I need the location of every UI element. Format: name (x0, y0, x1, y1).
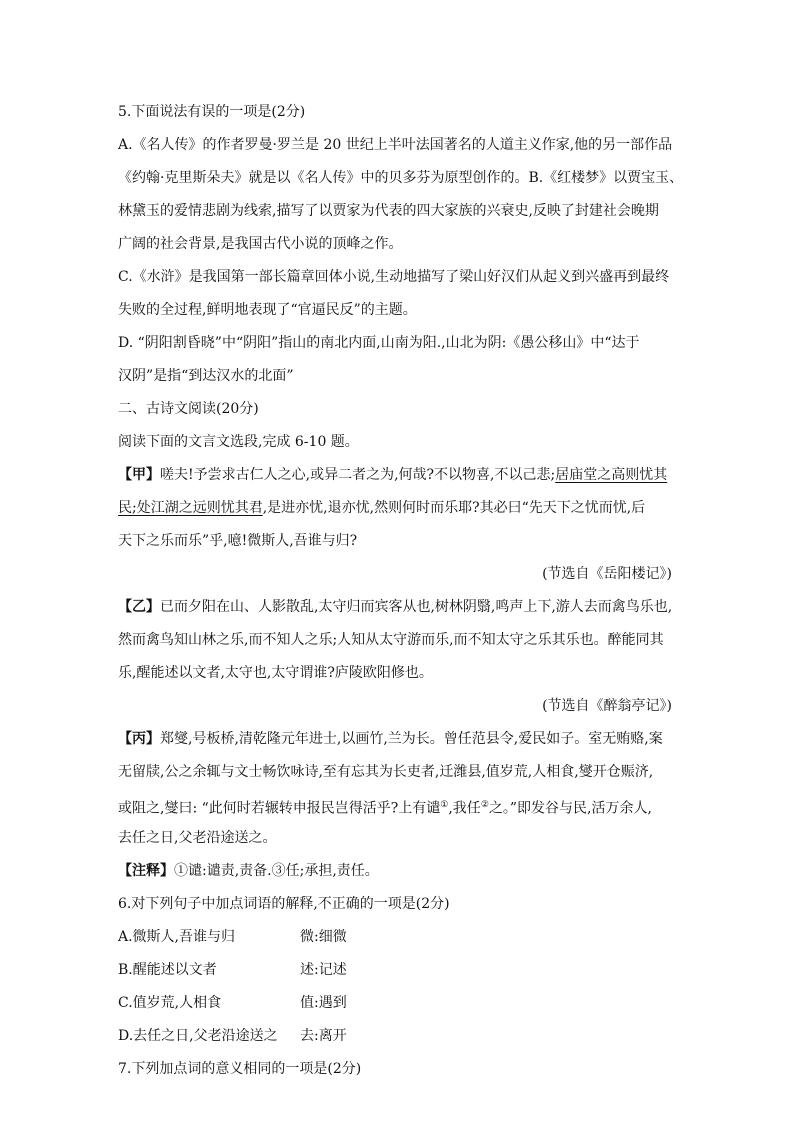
notes (118, 861, 379, 881)
passage-bing-text: 或阻之,燮曰: “此何时若辗转申报民岂得活乎?上有谴 (118, 800, 441, 817)
q7-title: 7.下列加点词的意义相同的一项是(2分) (118, 1061, 362, 1077)
passage-jia-line3: 天下之乐而乐”乎,噫!微斯人,吾谁与归? (118, 533, 358, 549)
passage-jia-underlined-1: 居庙堂之高则忧其 (555, 467, 668, 483)
passage-yi-line3: 乐,醒能述以文者,太守也,太守谓谁?庐陵欧阳修也。 (118, 665, 433, 681)
q6-option-c-gloss: 值:遇到 (300, 995, 347, 1011)
q6-option-b-sentence: B.醒能述以文者 (118, 962, 217, 978)
q5-option-b-line4: 广阔的社会背景,是我国古代小说的顶峰之作。 (118, 236, 403, 252)
q6-option-a-sentence: A.微斯人,吾谁与归 (118, 929, 236, 945)
passage-jia-text: 嗟夫!予尝求古仁人之心,或异二者之为,何哉?不以物喜,不以己悲; (160, 467, 556, 483)
notes-text: ①谴:谴责,责备.③任;承担,责任。 (174, 863, 379, 879)
passage-bing-text: 郑燮,号板桥,清乾隆元年进士,以画竹,兰为长。曾任范县令,爱民如子。室无贿赂,案 (160, 731, 663, 747)
passage-yi-line1 (118, 597, 672, 617)
footnote-marker-1: ① (440, 800, 449, 810)
passage-jia-text: ,是进亦忧,退亦忧,然则何时而乐耶?其必曰“先天下之忧而忧,后 (262, 500, 646, 516)
passage-jia-tag: 【甲】 (118, 467, 160, 483)
passage-yi-line2: 然而禽鸟知山林之乐,而不知人之乐;人知从太守游而乐,而不知太守之乐其乐也。醉能同其 (118, 632, 664, 648)
q5-option-c-line2: 失败的全过程,鲜明地表现了“官逼民反”的主题。 (118, 302, 417, 318)
section2-heading: 二、古诗文阅读(20分) (118, 401, 259, 417)
passage-jia-line2 (118, 498, 645, 518)
passage-bing-tag: 【丙】 (118, 731, 160, 747)
passage-yi-text: 已而夕阳在山、人影散乱,太守归而宾客从也,树林阴翳,鸣声上下,游人去而禽鸟乐也, (160, 599, 673, 615)
passage-bing-line3 (118, 795, 652, 819)
passage-yi-tag: 【乙】 (118, 599, 160, 615)
passage-bing-text: 之。”即发谷与民,活万余人, (488, 800, 652, 817)
q5-option-d-line1: D. “阴阳割昏晓”中“阴阳”指山的南北内面,山南为阳.,山北为阴:《愚公移山》中“达于 (118, 335, 640, 351)
q5-title: 5.下面说法有误的一项是(2分) (118, 104, 306, 120)
q6-option-a-gloss: 微:细微 (300, 929, 347, 945)
q6-option-b-gloss: 述:记述 (300, 962, 347, 978)
q5-option-a-line2: 《约翰·克里斯朵夫》就是以《名人传》中的贝多芬为原型创作的。B.《红楼梦》以贾宝玉、 (118, 170, 684, 186)
section2-intro: 阅读下面的文言文选段,完成 6-10 题。 (118, 434, 359, 450)
q5-option-c-line1: C.《水浒》是我国第一部长篇章回体小说,生动地描写了梁山好汉们从起义到兴盛再到最终 (118, 269, 670, 285)
passage-jia-underlined-2: 民;处江湖之远则忧其君 (118, 500, 263, 516)
notes-tag: 【注释】 (118, 863, 174, 879)
q6-option-c-sentence: C.值岁荒,人相食 (118, 995, 222, 1011)
passage-bing-text: ,我任 (448, 800, 481, 817)
passage-jia-source: (节选自《岳阳楼记》) (542, 566, 672, 582)
q5-option-b-line3: 林黛玉的爱情悲剧为线索,描写了以贾家为代表的四大家族的兴衰史,反映了封建社会晚期 (118, 203, 659, 219)
passage-bing-line4: 去任之日,父老沿途送之。 (118, 830, 277, 846)
q5-option-d-line2: 汉阴”是指“到达汉水的北面” (118, 368, 294, 384)
q6-option-d-gloss: 去:离开 (300, 1028, 347, 1044)
footnote-marker-2: ② (480, 800, 489, 810)
passage-yi-source: (节选自《醉翁亭记》) (542, 698, 672, 714)
q6-title: 6.对下列句子中加点词语的解释,不正确的一项是(2分) (118, 896, 450, 912)
q5-option-a-line1: A.《名人传》的作者罗曼·罗兰是 20 世纪上半叶法国著名的人道主义作家,他的另一部作品 (118, 137, 673, 153)
q6-option-d-sentence: D.去任之日,父老沿途送之 (118, 1028, 278, 1044)
passage-jia-line1 (118, 465, 667, 485)
passage-bing-line2: 无留牍,公之余辄与文士畅饮咏诗,至有忘其为长吏者,迁潍县,值岁荒,人相食,燮开仓赈济, (118, 764, 654, 780)
passage-bing-line1 (118, 729, 663, 749)
